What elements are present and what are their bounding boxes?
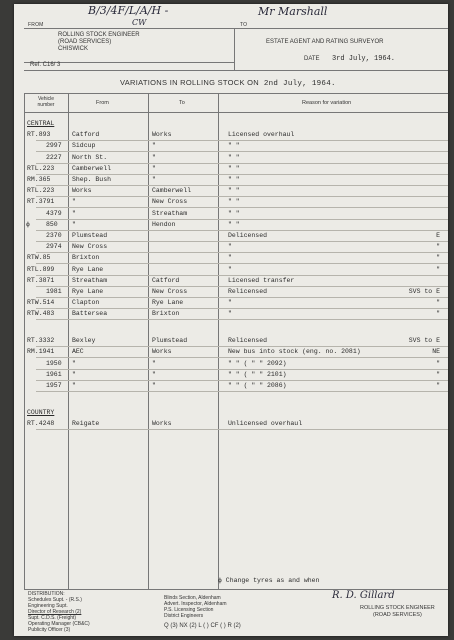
to-garage: " [152,382,156,390]
reason-code: SVS to E [408,288,440,295]
from-garage: Brixton [72,254,100,262]
to-garage: Rye Lane [152,299,184,307]
col-to: To [179,100,185,106]
from-garage: Catford [72,131,100,139]
from-line-2: (ROAD SERVICES) [58,39,112,45]
vehicle-number: 1957 [46,382,62,390]
vehicle-number: 4379 [46,209,62,217]
from-line-1: ROLLING STOCK ENGINEER [58,32,140,38]
vehicle-number: RM.1941 [27,348,55,356]
from-garage: New Cross [72,243,108,251]
from-garage: Plumstead [72,232,108,239]
to-recipient: ESTATE AGENT AND RATING SURVEYOR [266,39,384,45]
from-garage: Reigate [72,420,100,428]
to-garage: Streatham [152,209,188,217]
reason-code: E [436,232,440,239]
reason-text: " [228,243,232,251]
to-garage: " [152,370,156,378]
vehicle-number: 2227 [46,153,62,161]
reason-text: Relicensed [228,288,268,295]
col-from: From [96,100,109,106]
from-garage: " [72,198,76,206]
from-garage: " [72,359,76,367]
row-rule [36,429,448,430]
row-rule [36,196,448,197]
from-garage: Rye Lane [72,288,104,295]
to-garage: " [152,164,156,172]
reason-code: " [436,310,440,318]
vehicle-number: 2997 [46,142,62,150]
reason-text: Relicensed [228,337,268,345]
reason-text: Delicensed [228,232,268,239]
memo-sheet [14,4,448,636]
reason-code: " [436,254,440,262]
from-garage: Battersea [72,310,108,318]
note-mark-icon: ϕ [26,220,30,228]
vehicle-number: RT.3871 [27,276,55,284]
to-garage: " [152,142,156,150]
reason-text: " " [228,209,240,217]
to-garage: " [152,153,156,161]
to-garage: Works [152,131,172,139]
row-rule [36,207,448,208]
from-garage: Shep. Bush [72,176,112,183]
reason-text: " " [228,187,240,195]
reason-code: NE [432,348,440,356]
reason-code: " [436,243,440,251]
from-garage: " [72,382,76,390]
page-title: VARIATIONS IN ROLLING STOCK ON 2nd July, 1964. [120,78,336,88]
to-label: TO [240,22,248,28]
from-garage: " [72,209,76,217]
from-garage: Works [72,187,92,195]
vehicle-number: 2370 [46,232,62,239]
from-garage: Camberwell [72,164,112,172]
codes-line: Q (3) NX (2) L ( ) CF ( ) R (2) [164,623,241,629]
vehicle-number: 1950 [46,359,62,367]
col-vehicle-number: Vehicle number [37,96,55,108]
vehicle-number: RTW.514 [27,299,55,307]
reason-code: " [436,382,440,390]
reason-text: " [228,310,232,318]
row-rule [36,308,448,309]
from-line-3: CHISWICK [58,46,88,52]
reason-code: " [436,370,440,378]
row-rule [36,275,448,276]
row-rule [36,357,448,358]
reason-text: " " ( " " 2092) [228,359,287,367]
from-garage: Streatham [72,276,108,284]
from-label: FROM [28,22,44,28]
to-garage: Plumstead [152,337,188,345]
row-rule [36,286,448,287]
distribution-list: DISTRIBUTION: Schedules Supt. - (R.S.) Engineering Supt. Director of Research (2) Supt. C.D.S. (Freight) Operating Manager (CB&C) Publicity Officer (3) [28,591,90,633]
to-garage: Brixton [152,310,180,318]
row-rule [36,319,448,320]
handwritten-recipient: Mr Marshall [258,5,328,18]
row-rule [36,263,448,264]
from-garage: " [72,220,76,228]
reason-code: " [436,265,440,273]
reason-code: " [436,359,440,367]
from-garage: Clapton [72,299,100,307]
row-rule [36,140,448,141]
from-garage: Sidcup [72,142,96,150]
to-garage: New Cross [152,198,188,206]
to-garage: " [152,176,156,183]
row-rule [36,174,448,175]
reason-text: Licensed overhaul [228,131,295,139]
reason-text: " " [228,198,240,206]
reason-text: " [228,299,232,307]
from-garage: Bexley [72,337,96,345]
reason-code: " [436,299,440,307]
reason-text: Unlicensed overhaul [228,420,303,428]
reason-code: SVS to E [408,337,440,345]
from-garage: North St. [72,153,108,161]
reason-text: " " [228,220,240,228]
row-rule [36,369,448,370]
distribution-list-2: Blinds Section, Aldenham Advert. Inspector, Aldenham P.S. Licensing Section District Engineers [164,595,227,619]
reason-text: " [228,265,232,273]
reason-text: " [228,254,232,262]
reason-text: " " [228,142,240,150]
vehicle-number: RT.3791 [27,198,55,206]
reference: Ref. C16/ 3 [30,62,61,68]
row-rule [36,230,448,231]
vehicle-number: RTL.899 [27,265,55,273]
vehicle-number: RT.3332 [27,337,55,345]
footnote: ϕ Change tyres as and when [218,577,320,584]
signatory-title: ROLLING STOCK ENGINEER (ROAD SERVICES) [360,605,435,618]
to-garage: Catford [152,276,180,284]
row-rule [36,163,448,164]
row-rule [36,380,448,381]
row-rule [36,219,448,220]
vehicle-number: 850 [46,220,58,228]
signature: R. D. Gillard [332,590,395,601]
vehicle-number: RTL.223 [27,164,55,172]
col-reason: Reason for variation [302,100,352,106]
vehicle-number: RTL.223 [27,187,55,195]
to-garage: " [152,359,156,367]
vehicle-number: RT.893 [27,131,51,139]
to-garage: Works [152,420,172,428]
row-rule [36,185,448,186]
from-garage: " [72,370,76,378]
row-rule [36,391,448,392]
row-rule [36,297,448,298]
row-rule [36,346,448,347]
reason-text: " " ( " " 2101) [228,370,287,378]
reason-text: " " [228,176,240,183]
date-label: DATE [304,56,320,62]
to-garage: Camberwell [152,187,192,195]
vehicle-number: RM.365 [27,176,51,183]
vehicle-number: RTW.85 [27,254,51,262]
vehicle-number: 1961 [46,370,62,378]
vehicle-number: RT.4248 [27,420,55,428]
handwritten-initials: CW [132,18,147,27]
to-garage: Works [152,348,172,356]
reason-text: New bus into stock (eng. no. 2081) [228,348,361,356]
vehicle-number: RTW.483 [27,310,55,318]
to-garage: Hendon [152,220,176,228]
handwritten-note: B/3/4F/L/A/H - [88,4,169,17]
reason-text: " " [228,164,240,172]
section-heading: COUNTRY [27,408,55,416]
date-value: 3rd July, 1964. [332,55,396,63]
to-garage: New Cross [152,288,188,295]
from-garage: Rye Lane [72,265,104,273]
vehicle-number: 1981 [46,288,62,295]
reason-text: Licensed transfer [228,276,295,284]
row-rule [36,252,448,253]
vehicle-number: 2974 [46,243,62,251]
reason-text: " " ( " " 2086) [228,382,287,390]
section-heading: CENTRAL [27,120,55,127]
reason-text: " " [228,153,240,161]
row-rule [36,241,448,242]
from-garage: AEC [72,348,84,356]
row-rule [36,151,448,152]
